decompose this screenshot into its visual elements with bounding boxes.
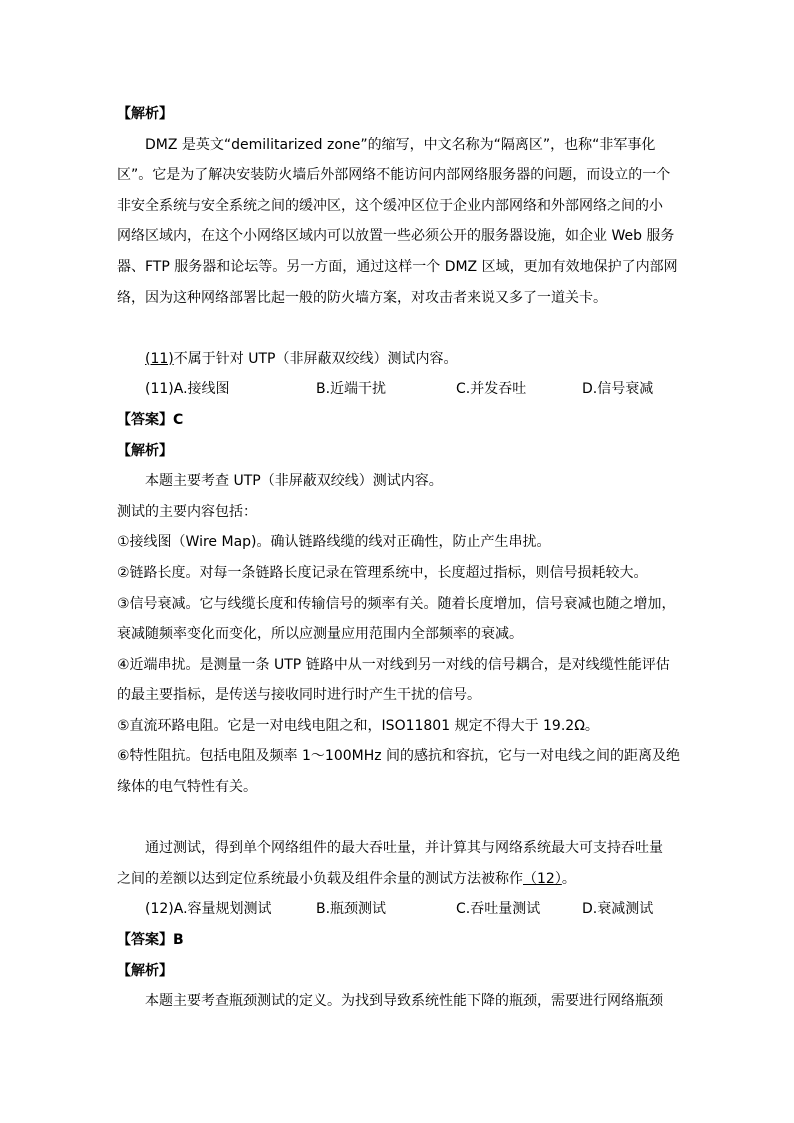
question-12-stem-line2 [117,864,677,895]
analysis-heading: 【解析】 [117,106,173,122]
option-c: C.并发吞吐 [456,381,527,398]
answer-row [117,405,677,436]
option-a: A.接线图 [173,381,230,398]
answer-value: B [173,932,184,949]
analysis-line: ④近端串扰。是测量一条 UTP 链路中从一对线到另一对线的信号耦合，是对线缆性能评估 [117,656,670,673]
question-11-options [117,374,677,405]
answer-row [117,925,677,956]
analysis-line: ③信号衰减。它与线缆长度和传输信号的频率有关。随着长度增加，信号衰减也随之增加， [117,595,676,612]
option-a: A.容量规划测试 [173,901,272,918]
analysis-line: 区”。它是为了解决安装防火墙后外部网络不能访问内部网络服务器的问题，而设立的一个 [117,167,671,184]
analysis-line: 衰减随频率变化而变化，所以应测量应用范围内全部频率的衰减。 [117,626,523,643]
analysis-heading: 【解析】 [117,442,173,459]
answer-heading: 【答案】 [117,932,173,949]
question-12-blank: （12） [523,870,562,887]
analysis-line: 器、FTP 服务器和论坛等。另一方面，通过这样一个 DMZ 区域，更加有效地保护了内部网 [117,258,678,275]
document-page [117,99,681,1017]
analysis-line: 的最主要指标，是传送与接收同时进行时产生干扰的信号。 [117,687,481,704]
question-12-end: 。 [561,870,576,887]
analysis-line: 网络区域内，在这个小网络区域内可以放置一些必须公开的服务器设施，如企业 Web 服务 [117,228,675,245]
question-12-text: 之间的差额以达到定位系统最小负载及组件余量的测试方法被称作 [117,870,523,887]
analysis-heading: 【解析】 [117,962,173,979]
analysis-line: 本题主要考查 UTP（非屏蔽双绞线）测试内容。 [145,473,443,490]
options-prefix: (12) [145,901,174,918]
options-prefix: (11) [145,381,174,398]
analysis-line: ②链路长度。对每一条链路长度记录在管理系统中，长度超过指标，则信号损耗较大。 [117,564,648,581]
option-b: B.瓶颈测试 [316,901,387,918]
option-d: D.信号衰减 [582,381,654,398]
option-d: D.衰减测试 [582,901,654,918]
analysis-line: 测试的主要内容包括： [117,503,257,520]
question-11-blank: (11) [145,350,174,367]
analysis-line: 络，因为这种网络部署比起一般的防火墙方案，对攻击者来说又多了一道关卡。 [117,289,607,306]
spacer [117,803,677,834]
question-11-stem [117,344,677,375]
spacer [117,313,677,344]
analysis-line: 缘体的电气特性有关。 [117,779,257,796]
answer-heading: 【答案】 [117,411,173,428]
analysis-line: 非安全系统与安全系统之间的缓冲区，这个缓冲区位于企业内部网络和外部网络之间的小 [117,197,663,214]
option-c: C.吞吐量测试 [456,901,541,918]
question-12-stem-line1: 通过测试，得到单个网络组件的最大吞吐量，并计算其与网络系统最大可支持吞吐量 [145,840,663,857]
option-b: B.近端干扰 [316,381,387,398]
question-12-options [117,894,677,925]
question-11-text: 不属于针对 UTP（非屏蔽双绞线）测试内容。 [173,350,458,367]
analysis-line: ⑤直流环路电阻。它是一对电线电阻之和，ISO11801 规定不得大于 19.2Ω。 [117,717,599,734]
analysis-line: ⑥特性阻抗。包括电阻及频率 1～100MHz 间的感抗和容抗，它与一对电线之间的距离及绝 [117,748,681,765]
answer-value: C [173,411,184,428]
analysis-line: 本题主要考查瓶颈测试的定义。为找到导致系统性能下降的瓶颈，需要进行网络瓶颈 [145,993,663,1010]
analysis-line: ①接线图（Wire Map)。确认链路线缆的线对正确性，防止产生串扰。 [117,534,551,551]
analysis-line: DMZ 是英文“demilitarized zone”的缩写，中文名称为“隔离区”，也称“非军事化 [145,136,656,153]
